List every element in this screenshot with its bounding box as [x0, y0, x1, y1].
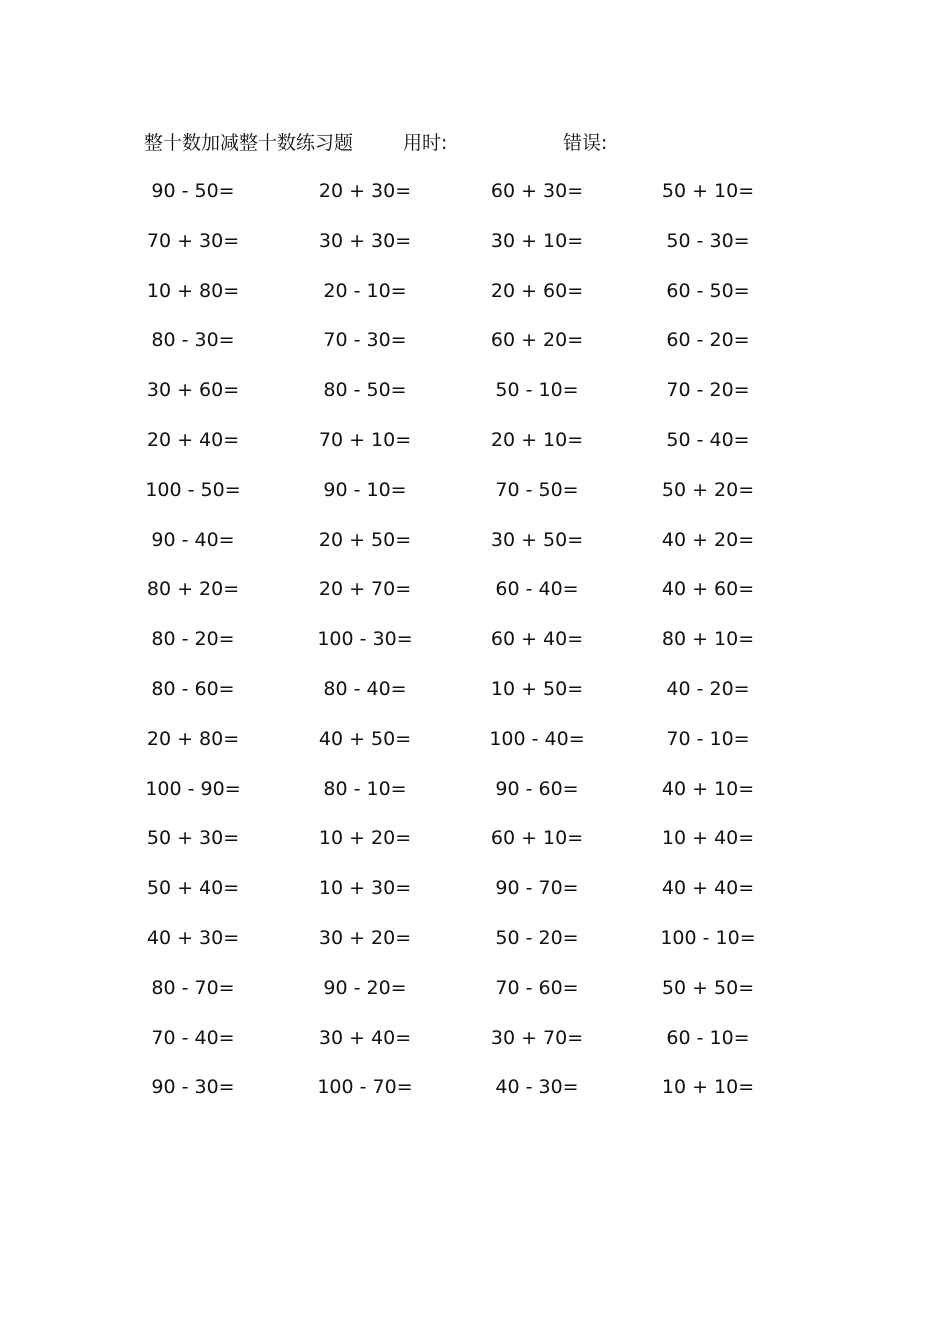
- problem-item: 70 + 10=: [318, 428, 412, 451]
- problem-item: 100 - 90=: [145, 777, 241, 800]
- problem-item: 20 + 10=: [490, 428, 584, 451]
- worksheet-header: [0, 128, 950, 158]
- problem-row: [0, 423, 950, 473]
- problem-item: 20 + 70=: [318, 578, 412, 601]
- problem-item: 80 - 40=: [323, 677, 407, 700]
- problem-item: 30 + 70=: [490, 1026, 584, 1049]
- problem-item: 70 - 30=: [323, 329, 407, 352]
- problem-row: [0, 473, 950, 523]
- problem-item: 50 + 50=: [661, 976, 755, 999]
- problem-row: [0, 622, 950, 672]
- problem-item: 20 + 50=: [318, 528, 412, 551]
- problem-item: 50 - 10=: [495, 379, 579, 402]
- problem-item: 90 - 60=: [495, 777, 579, 800]
- problem-item: 60 + 30=: [490, 180, 584, 202]
- problem-item: 100 - 70=: [317, 1076, 413, 1099]
- problem-item: 60 - 50=: [666, 279, 750, 302]
- problem-item: 60 + 40=: [490, 628, 584, 651]
- problem-item: 40 + 60=: [661, 578, 755, 601]
- time-used-label: 用时:: [403, 132, 448, 154]
- problem-row: [0, 274, 950, 324]
- problem-item: 70 - 50=: [495, 478, 579, 501]
- problem-row: [0, 971, 950, 1021]
- problem-item: 10 + 80=: [146, 279, 240, 302]
- problem-row: [0, 722, 950, 772]
- problem-item: 90 - 10=: [323, 478, 407, 501]
- problem-item: 50 - 40=: [666, 428, 750, 451]
- problem-item: 40 + 40=: [661, 877, 755, 900]
- problem-item: 10 + 50=: [490, 677, 584, 700]
- problem-item: 80 - 10=: [323, 777, 407, 800]
- problem-item: 20 + 80=: [146, 727, 240, 750]
- problem-item: 90 - 40=: [151, 528, 235, 551]
- problem-item: 10 + 30=: [318, 877, 412, 900]
- problem-item: 100 - 30=: [317, 628, 413, 651]
- problem-item: 70 + 30=: [146, 229, 240, 252]
- problem-item: 100 - 50=: [145, 478, 241, 501]
- problem-item: 60 + 10=: [490, 827, 584, 850]
- problem-item: 60 - 40=: [495, 578, 579, 601]
- problem-row: [0, 821, 950, 871]
- problem-item: 40 - 30=: [495, 1076, 579, 1099]
- problem-item: 30 + 50=: [490, 528, 584, 551]
- problem-row: [0, 174, 950, 224]
- problem-row: [0, 323, 950, 373]
- problem-item: 40 - 20=: [666, 677, 750, 700]
- problem-item: 70 - 10=: [666, 727, 750, 750]
- problem-item: 90 - 20=: [323, 976, 407, 999]
- problem-item: 40 + 30=: [146, 926, 240, 949]
- problem-row: [0, 224, 950, 274]
- problem-row: [0, 871, 950, 921]
- problem-row: [0, 572, 950, 622]
- problem-item: 30 + 20=: [318, 926, 412, 949]
- problem-item: 20 + 40=: [146, 428, 240, 451]
- problem-item: 30 + 40=: [318, 1026, 412, 1049]
- problem-item: 90 - 30=: [151, 1076, 235, 1099]
- worksheet-title: 整十数加减整十数练习题: [144, 132, 354, 154]
- problem-grid: [0, 174, 950, 1120]
- problem-item: 80 - 20=: [151, 628, 235, 651]
- problem-item: 70 - 20=: [666, 379, 750, 402]
- problem-item: 50 - 30=: [666, 229, 750, 252]
- error-count-label: 错误:: [563, 132, 608, 154]
- problem-item: 10 + 10=: [661, 1076, 755, 1099]
- problem-row: [0, 523, 950, 573]
- problem-item: 20 + 30=: [318, 180, 412, 202]
- problem-item: 50 + 20=: [661, 478, 755, 501]
- problem-row: [0, 1070, 950, 1120]
- problem-item: 20 + 60=: [490, 279, 584, 302]
- problem-item: 90 - 50=: [151, 180, 235, 202]
- problem-item: 50 + 10=: [661, 180, 755, 202]
- problem-item: 10 + 20=: [318, 827, 412, 850]
- problem-row: [0, 1021, 950, 1071]
- problem-item: 60 - 10=: [666, 1026, 750, 1049]
- problem-item: 80 + 10=: [661, 628, 755, 651]
- problem-item: 80 - 30=: [151, 329, 235, 352]
- problem-item: 40 + 10=: [661, 777, 755, 800]
- problem-item: 90 - 70=: [495, 877, 579, 900]
- problem-item: 40 + 50=: [318, 727, 412, 750]
- problem-item: 60 + 20=: [490, 329, 584, 352]
- problem-item: 80 + 20=: [146, 578, 240, 601]
- problem-item: 60 - 20=: [666, 329, 750, 352]
- problem-item: 80 - 60=: [151, 677, 235, 700]
- problem-item: 70 - 60=: [495, 976, 579, 999]
- problem-item: 30 + 30=: [318, 229, 412, 252]
- problem-item: 30 + 10=: [490, 229, 584, 252]
- problem-item: 50 - 20=: [495, 926, 579, 949]
- problem-row: [0, 772, 950, 822]
- problem-item: 50 + 40=: [146, 877, 240, 900]
- problem-item: 40 + 20=: [661, 528, 755, 551]
- problem-item: 50 + 30=: [146, 827, 240, 850]
- problem-row: [0, 373, 950, 423]
- problem-item: 30 + 60=: [146, 379, 240, 402]
- problem-row: [0, 921, 950, 971]
- problem-item: 20 - 10=: [323, 279, 407, 302]
- problem-item: 100 - 40=: [489, 727, 585, 750]
- problem-item: 100 - 10=: [660, 926, 756, 949]
- problem-item: 10 + 40=: [661, 827, 755, 850]
- problem-item: 80 - 70=: [151, 976, 235, 999]
- problem-row: [0, 672, 950, 722]
- problem-item: 70 - 40=: [151, 1026, 235, 1049]
- problem-item: 80 - 50=: [323, 379, 407, 402]
